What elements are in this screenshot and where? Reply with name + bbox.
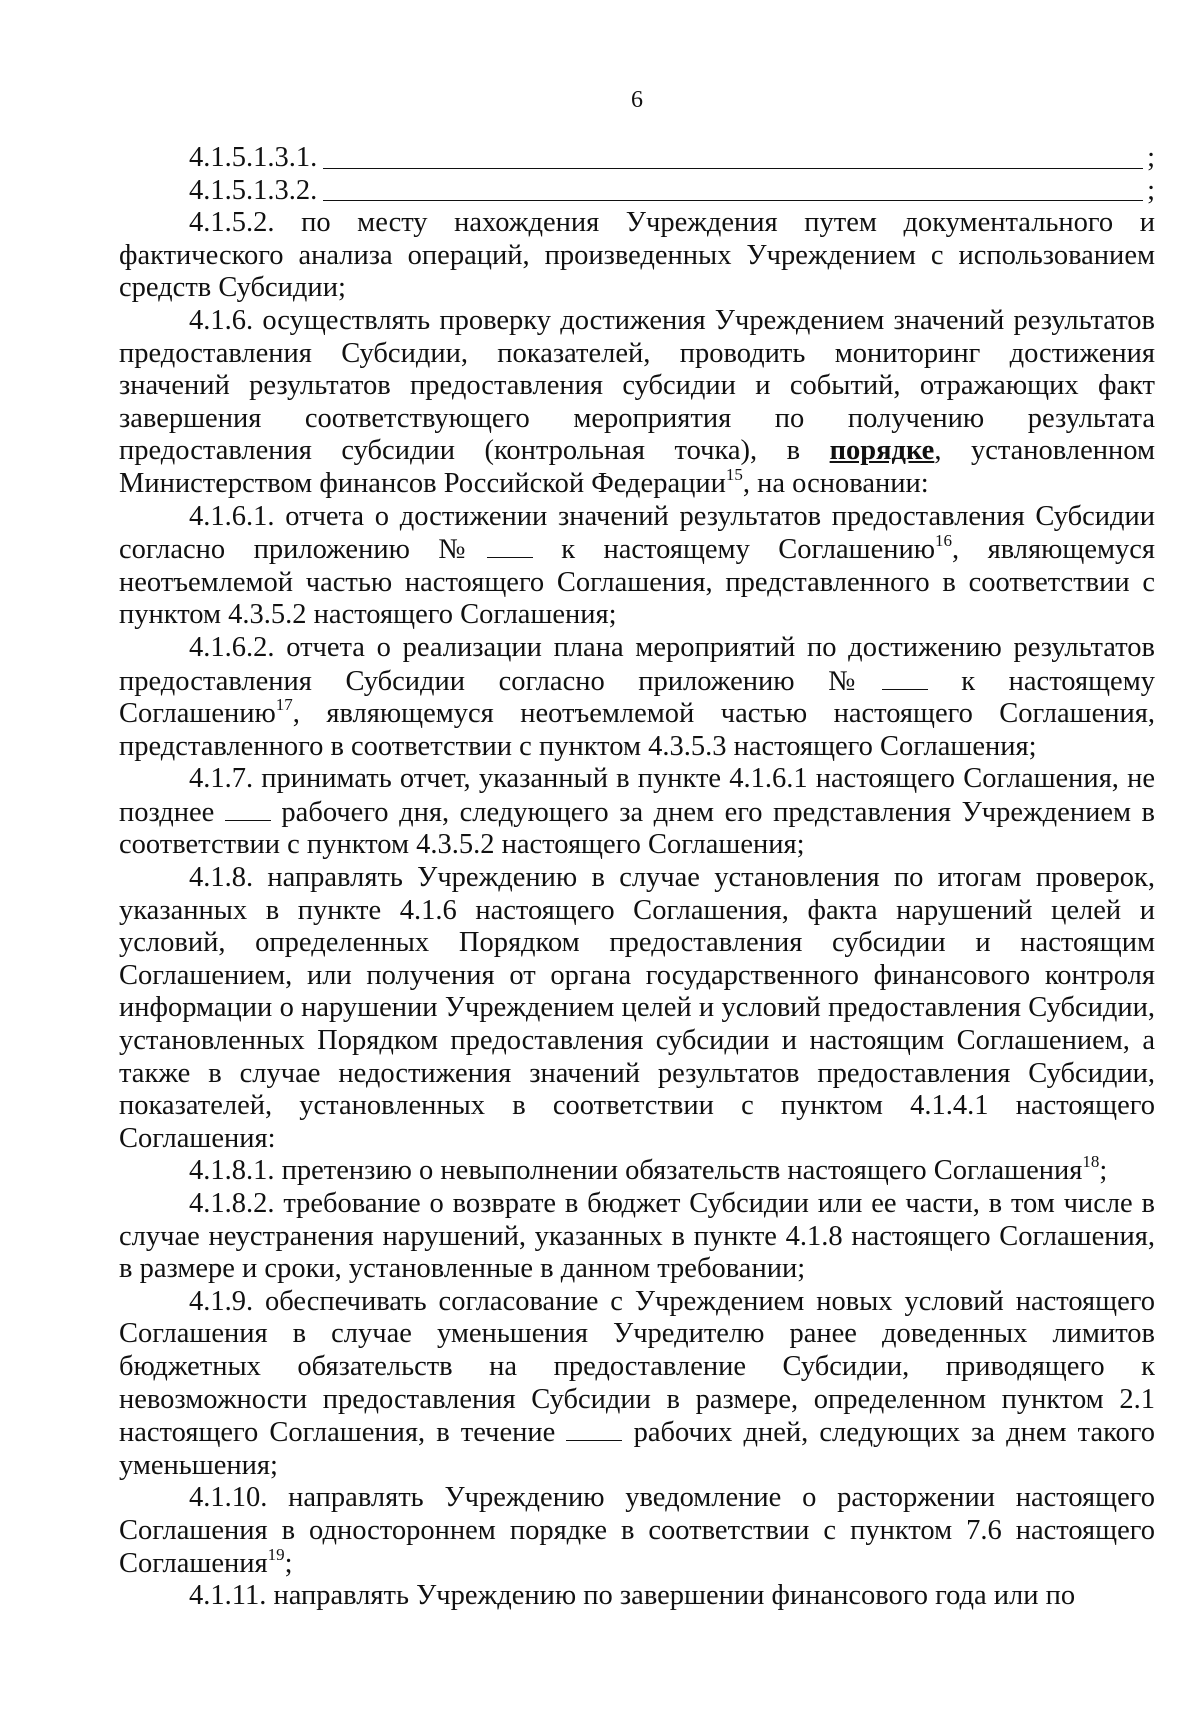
paragraph-4-1-5-2: 4.1.5.2. по месту нахождения Учреждения путем документального и фактического анализа операций, произведенных Учреждением с использованием средств Субсидии;: [119, 207, 1155, 304]
item-end: ;: [1147, 174, 1155, 206]
blank-field: [882, 665, 928, 690]
item-end: ;: [1147, 142, 1155, 173]
footnote-ref-16: 16: [935, 531, 953, 551]
item-4-1-5-1-3-2: [119, 175, 1155, 208]
text: к настоящему Соглашению: [561, 534, 936, 566]
text: 4.1.10. направлять Учреждению уведомление о расторжении настоящего Соглашения в одностороннем порядке в соответствии с пунктом 7.6 настоящего Соглашения: [119, 1482, 1155, 1579]
item-label: 4.1.5.1.3.2.: [189, 174, 318, 206]
item-4-1-5-1-3-1: [119, 142, 1155, 175]
blank-field: [323, 168, 1143, 169]
document-page: [119, 88, 1155, 1613]
text: 4.1.8.1. претензию о невыполнении обязательств настоящего Соглашения: [189, 1155, 1083, 1187]
paragraph-4-1-10: [119, 1482, 1155, 1580]
text: 4.1.9. обеспечивать согласование с Учреждением новых условий настоящего Соглашения в случае уменьшения Учредителю ранее доведенных лимитов бюджетных обязательств на предоставление Субсидии, приводящего к невозможности предоставления Субсидии в размере, определенном пунктом 2.1 настоящего Соглашения, в течение: [119, 1285, 1155, 1449]
text: рабочих дней, следующих за днем такого уменьшения;: [119, 1417, 1156, 1481]
text: , являющемуся неотъемлемой частью настоящего Соглашения, представленного в соответствии с пунктом 4.3.5.3 настоящего Соглашения;: [119, 698, 1155, 762]
paragraph-4-1-7: [119, 763, 1155, 862]
page-number: 6: [631, 87, 643, 113]
text: , на основании:: [742, 467, 929, 499]
paragraph-4-1-9: [119, 1286, 1155, 1483]
footnote-ref-18: 18: [1082, 1152, 1100, 1172]
blank-field: [487, 533, 533, 558]
paragraph-4-1-8: 4.1.8. направлять Учреждению в случае установления по итогам проверок, указанных в пункте 4.1.6 настоящего Соглашения, факта нарушений целей и условий, определенных Порядком предоставления субсидии и настоящим Соглашением, или получения от органа государственного финансового контроля информации о нарушении Учреждением целей и условий предоставления Субсидии, установленных Порядком предоставления субсидии и настоящим Соглашением, а также в случае недостижения значений результатов предоставления Субсидии, показателей, установленных в соответствии с пунктом 4.1.4.1 настоящего Соглашения:: [119, 862, 1155, 1154]
poryadok-link[interactable]: порядке: [829, 435, 935, 467]
paragraph-4-1-6: [119, 305, 1155, 501]
paragraph-4-1-8-1: [119, 1152, 1155, 1188]
footnote-ref-17: 17: [275, 695, 293, 715]
paragraph-4-1-11: 4.1.11. направлять Учреждению по завершении финансового года или по: [189, 1580, 1076, 1612]
footnote-ref-19: 19: [267, 1544, 285, 1564]
text: ;: [1099, 1155, 1108, 1187]
blank-field: [323, 200, 1143, 201]
text: к настоящему Соглашению: [119, 665, 1155, 730]
text: ;: [284, 1547, 293, 1579]
text: 4.1.7. принимать отчет, указанный в пункте 4.1.6.1 настоящего Соглашения, не позднее: [119, 763, 1155, 828]
text: , являющемуся неотъемлемой частью настоящего Соглашения, представленного в соответствии с пунктом 4.3.5.2 настоящего Соглашения;: [119, 534, 1156, 631]
text: , установленном Министерством финансов Российской Федерации: [119, 435, 1156, 499]
blank-field: [566, 1416, 622, 1441]
paragraph-4-1-6-1: [119, 501, 1155, 632]
text: рабочего дня, следующего за днем его представления Учреждением в соответствии с пунктом 4.3.5.2 настоящего Соглашения;: [119, 796, 1156, 861]
footnote-ref-15: 15: [725, 464, 743, 484]
text: 4.1.6.2. отчета о реализации плана мероприятий по достижению результатов предоставления Субсидии согласно приложению №: [119, 631, 1155, 697]
paragraph-4-1-8-2: 4.1.8.2. требование о возврате в бюджет Субсидии или ее части, в том числе в случае неустранения нарушений, указанных в пункте 4.1.8 настоящего Соглашения, в размере и сроки, установленные в данном требовании;: [119, 1188, 1155, 1285]
text: 4.1.6.1. отчета о достижении значений результатов предоставления Субсидии согласно приложению №: [119, 500, 1155, 566]
text: 4.1.6. осуществлять проверку достижения Учреждением значений результатов предоставления Субсидии, показателей, проводить мониторинг достижения значений результатов предоставления субсидии и событий, отражающих факт завершения соответствующего мероприятия по получению результата предоставления субсидии (контрольная точка), в: [119, 304, 1155, 467]
paragraph-4-1-6-2: [119, 632, 1155, 763]
blank-field: [225, 796, 271, 821]
item-label: 4.1.5.1.3.1.: [189, 142, 318, 173]
